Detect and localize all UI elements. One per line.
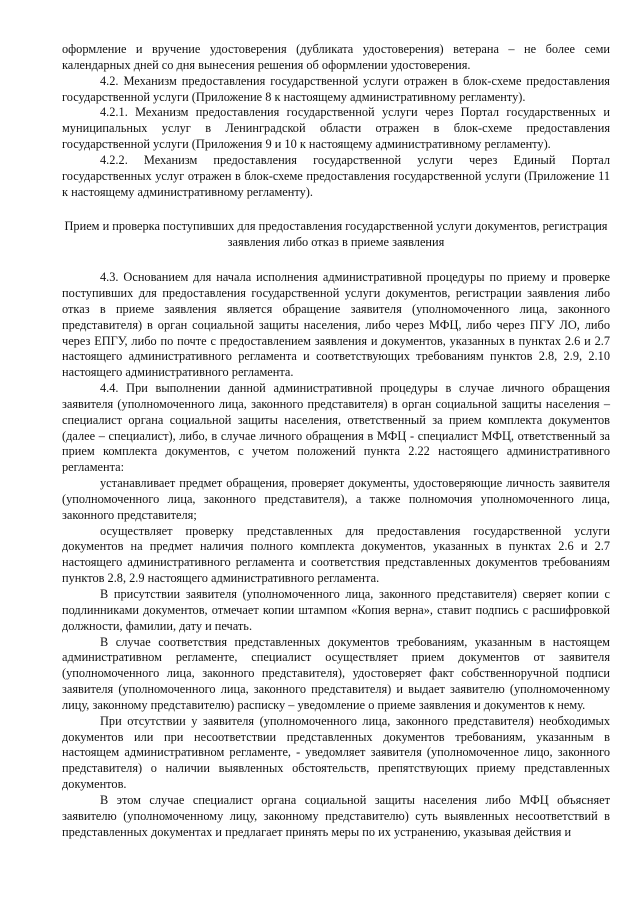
paragraph-4-3: 4.3. Основанием для начала исполнения административной процедуры по приему и проверке поступивших для предоставления государственной услуги документов, регистрации заявления либо отказ в приеме заявления является обращение заявителя (уполномоченного лица, законного представителя) в орган социальной защиты населения, либо через МФЦ, либо через ПГУ ЛО, либо через ЕПГУ, либо по почте с предоставлением заявления и документов, указанных в пунктах 2.6 и 2.7 настоящего административного регламента и соответствующих требованиям пунктов 2.8, 2.9, 2.10 настоящего административного регламента. — [62, 270, 610, 380]
paragraph-4-2: 4.2. Механизм предоставления государственной услуги отражен в блок-схеме предоставления государственной услуги (Приложение 8 к настоящему административному регламенту). — [62, 73, 610, 104]
paragraph-4-4: 4.4. При выполнении данной административной процедуры в случае личного обращения заявителя (уполномоченного лица, законного представителя) в орган социальной защиты населения – специалист органа социальной защиты населения, ответственный за прием комплекта документов (далее – специалист), либо, в случае личного обращения в МФЦ - специалист МФЦ, ответственный за прием комплекта документов, с учетом положений пункта 2.22 настоящего административного регламента: — [62, 381, 610, 475]
section-heading: Прием и проверка поступивших для предоставления государственной услуги документов, регистрация заявления либо отказ в приеме заявления — [64, 219, 608, 250]
paragraph-missing-documents: При отсутствии у заявителя (уполномоченного лица, законного представителя) необходимых документов или при несоответствии представленных документов требованиям, указанным в настоящем административном регламенте, - уведомляет заявителя (уполномоченное лицо, законного представителя) о наличии выявленных обстоятельств, препятствующих приему представленных документов. — [62, 713, 610, 792]
paragraph-4-2-2: 4.2.2. Механизм предоставления государственной услуги через Единый Портал государственных услуг отражен в блок-схеме предоставления государственной услуги (Приложение 11 к настоящему административному регламенту). — [62, 152, 610, 199]
paragraph-accepts-documents: В случае соответствия представленных документов требованиям, указанным в настоящем административном регламенте, специалист осуществляет прием документов от заявителя (уполномоченного лица, законного представителя), удостоверяет факт собственноручной подписи заявителя (уполномоченного лица, законного представителя) и выдает заявителю (уполномоченному лицу, законному представителю) расписку – уведомление о приеме заявления и документов к нему. — [62, 634, 610, 712]
paragraph-explains-discrepancies: В этом случае специалист органа социальной защиты населения либо МФЦ объясняет заявителю (уполномоченному лицу, законному представителю) суть выявленных несоответствий в представленных документах и предлагает принять меры по их устранению, указывая действия и — [62, 792, 610, 839]
document-page — [62, 42, 610, 841]
paragraph-certifies-copies: В присутствии заявителя (уполномоченного лица, законного представителя) сверяет копии с подлинниками документов, отмечает копии штампом «Копия верна», ставит подпись с расшифровкой должности, фамилии, дату и печать. — [62, 587, 610, 633]
paragraph-4-2-1: 4.2.1. Механизм предоставления государственной услуги через Портал государственных и муниципальных услуг в Ленинградской области отражен в блок-схеме предоставления государственной услуги (Приложения 9 и 10 к настоящему административному регламенту). — [62, 105, 610, 152]
paragraph-verifies-documents: осуществляет проверку представленных для предоставления государственной услуги документов на предмет наличия полного комплекта документов, указанных в пунктах 2.6 и 2.7 настоящего административного регламента и соответствия представленных документов требованиям пунктов 2.8, 2.9 настоящего административного регламента. — [62, 523, 610, 586]
paragraph-establishes-subject: устанавливает предмет обращения, проверяет документы, удостоверяющие личность заявителя (уполномоченного лица, законного представителя), а также полномочия уполномоченного лица, законного представителя; — [62, 476, 610, 522]
paragraph-issuance-deadline: оформление и вручение удостоверения (дубликата удостоверения) ветерана – не более семи календарных дней со дня вынесения решения об оформлении удостоверения. — [62, 42, 610, 72]
